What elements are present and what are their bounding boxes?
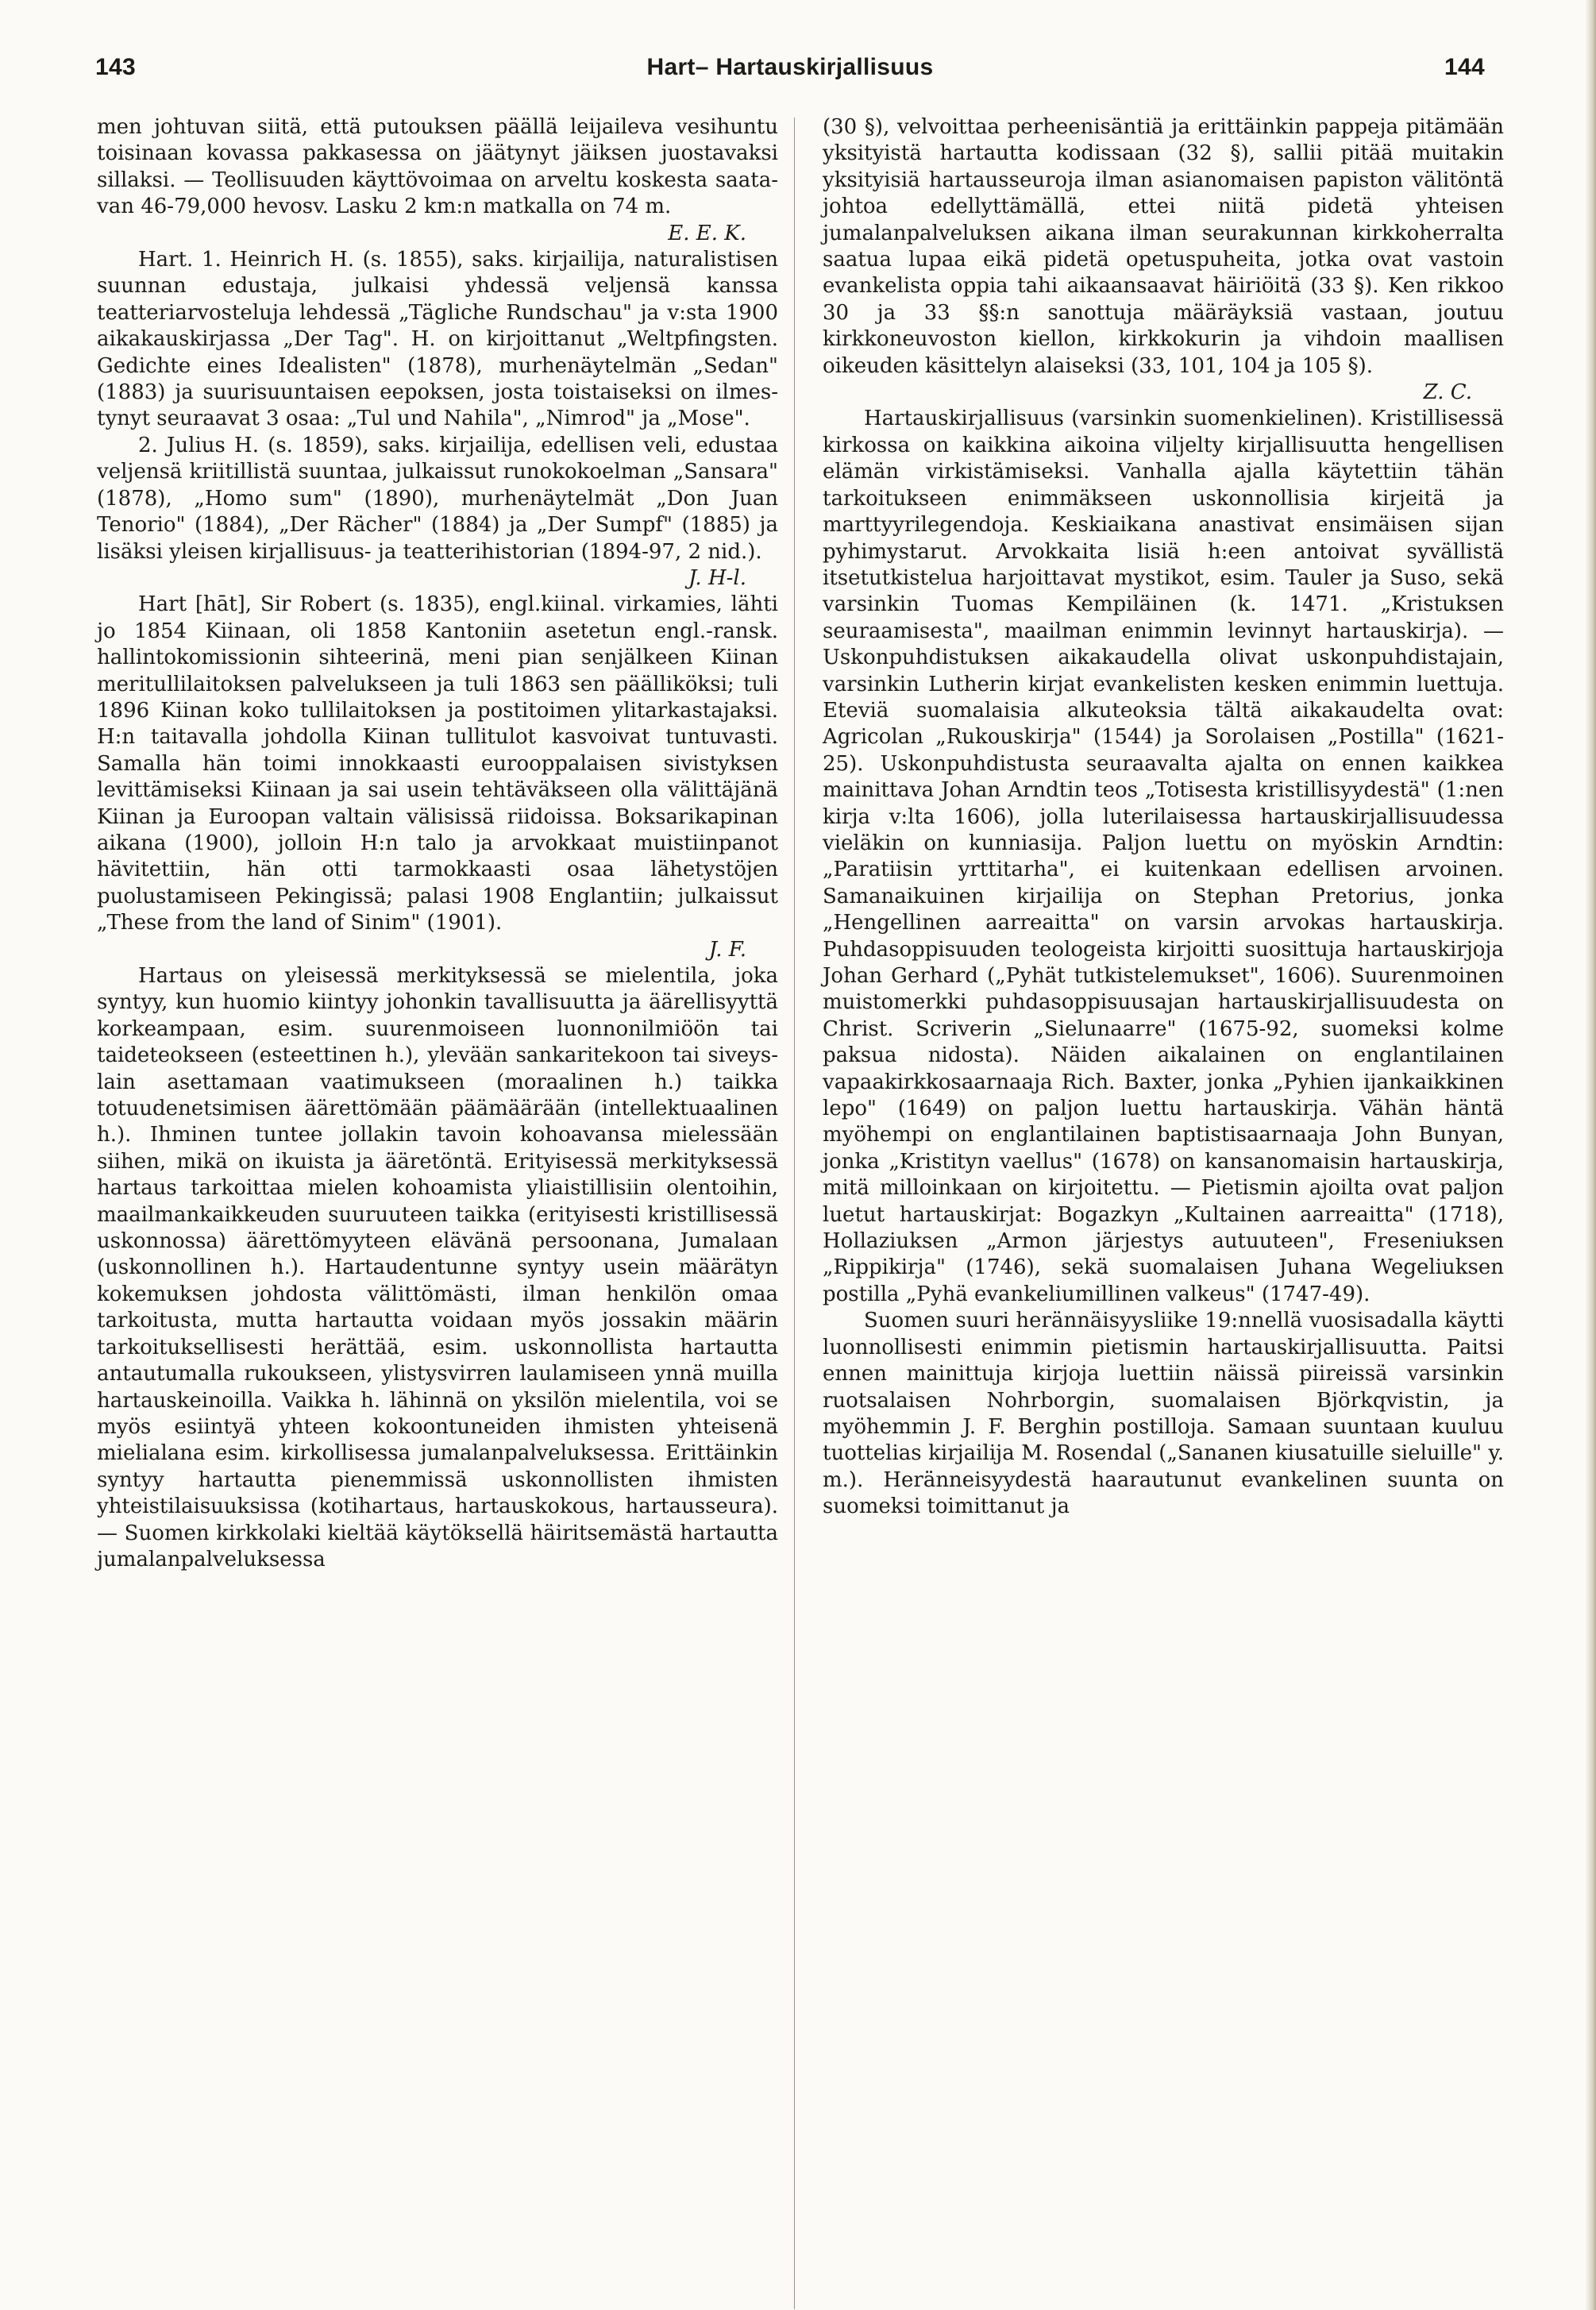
page-number-right: 144 (1444, 54, 1485, 80)
page-header (95, 54, 1485, 92)
signature: Z. C. (1423, 380, 1472, 405)
signature: J. F. (708, 937, 746, 962)
page-edge (1585, 0, 1596, 2310)
left-column (97, 114, 778, 1573)
paragraph: (30 §), velvoittaa perheenisäntiä ja erittäinkin pappeja pitämään yksityistä hartautta kodissaan (32 §), sallii pitää muitakin yksityisiä hartausseuroja ilman asianomaisen papiston välitöntä johtoa edellyttämällä, ettei niitä pidetä yhteisen jumalanpalveluksen aikana ilman seurakunnan kirkkoherralta saatua lupaa eikä pidetä opetuspuheita, jotka ovat vastoin evankelista oppia tahi aikaansaavat häiriöitä (33 §). Ken rikkoo 30 ja 33 §§:n sanottuja määräyksiä vastaan, joutuu kirkkoneuvoston kiellon, kirkkokurin ja vihdoin maallisen oikeuden käsittelyn alaiseksi (33, 101, 104 ja 105 §). (823, 115, 1504, 378)
entry-hartauskirjallisuus: Hartauskirjallisuus (varsinkin suomenkielinen). Kristillisessä kirkossa on kaikkina aikoina viljelty kirjallisuutta hengellisen elämän virkistämiseksi. Vanhalla ajalla käytettiin tähän tarkoitukseen enimmäkseen uskonnollisia kirjeitä ja marttyyrilegendoja. Keskiaikana anastivat ensimäisen sijan pyhimystarut. Arvokkaita lisiä h:een antoivat syvällistä itsetutkistelua harjoittavat mystikot, esim. Tauler ja Suso, sekä varsinkin Tuomas Kempiläinen (k. 1471. „Kristuksen seuraamisesta", maailman enimmin levinnyt hartauskirja). — Uskonpuhdistuksen aikakaudella olivat uskonpuhdistajain, varsinkin Lutherin kirjat evankelisten kesken enimmin luettuja. Eteviä suomalaisia alkuteoksia tältä aikakaudelta ovat: Agricolan „Rukouskirja" (1544) ja Sorolaisen „Postilla" (1621-25). Uskonpuhdistusta seuraavalta ajalta on ennen kaikkea mainittava Johan Arndtin teos „Totisesta kristillisyydestä" (1:nen kirja v:lta 1606), jolla luterilaisessa hartauskirjallisuudessa vieläkin on kunniasija. Paljon luettu on myöskin Arndtin: „Paratiisin yrttitarha", ei kuitenkaan edellisen arvoinen. Samanaikuinen kirjailija on Stephan Pretorius, jonka „Hengellinen aarreaitta" on varsin arvokas hartauskirja. Puhdasoppisuuden teologeista kirjoitti suosittuja hartauskirjoja Johan Gerhard („Pyhät tutkistelemukset", 1606). Suurenmoinen muistomerkki puhdasoppisuusajan hartauskirjallisuudesta on Christ. Scriverin „Sielunaarre" (1675-92, suomeksi kolme paksua nidosta). Näiden aikalainen on englantilainen vapaakirkkosaarnaaja Rich. Baxter, jonka „Pyhien ijankaikkinen lepo" (1649) on paljon luettu hartauskirja. Vähän häntä myöhempi on englantilainen baptistisaarnaaja John Bunyan, jonka „Kristityn vaellus" (1678) on kansanomaisin hartauskirja, mitä milloinkaan on kirjoitettu. — Pietismin ajoilta ovat paljon luetut hartauskirjat: Bogazkyn „Kultainen aarreaitta" (1718), Hollaziuksen „Armon järjestys autuuteen", Freseniuksen „Rippikirja" (1746), sekä suomalaisen Juhana Wegeliuksen postilla „Pyhä evankeliumillinen valkeus" (1747-49). (823, 407, 1504, 1306)
right-column (823, 114, 1504, 1521)
entry-hart-julius: 2. Julius H. (s. 1859), saks. kirjailija, edellisen veli, edustaa veljensä kriitillistä suuntaa, julkaissut runokokoelman „Sansara" (1878), „Homo sum" (1890), murhenäytelmät „Don Juan Tenorio" (1884), „Der Rächer" (1884) ja „Der Sumpf" (1885) ja lisäksi yleisen kirjallisuus- ja teatterihistorian (1894-97, 2 nid.). (97, 433, 778, 564)
entry-hart-heinrich: Hart. 1. Heinrich H. (s. 1855), saks. kirjailija, naturalistisen suunnan edustaja, julkaisi yhdessä veljensä kanssa teatteriarvosteluja lehdessä „Tägliche Rundschau" ja v:sta 1900 aikakauskirjassa „Der Tag". H. on kirjoittanut „Weltpfingsten. Gedichte eines Idealisten" (1878), murhenäytelmän „Sedan" (1883) ja suurisuuntaisen eepoksen, josta toistaiseksi on ilmestynyt seuraavat 3 osaa: „Tul und Nahila", „Nimrod" ja „Mose". (97, 248, 778, 431)
signature: E. E. K. (668, 221, 746, 245)
entry-hartaus: Hartaus on yleisessä merkityksessä se mielentila, joka syntyy, kun huomio kiintyy johonkin tavallisuutta ja äärellisyyttä korkeampaan, esim. suurenmoiseen luonnonilmiöön tai taideteokseen (esteettinen h.), ylevään sankaritekoon tai siveyslain asettamaan vaatimukseen (moraalinen h.) taikka totuudenetsimisen äärettömään päämäärään (intellektuaalinen h.). Ihminen tuntee jollakin tavoin kohoavansa mielessään siihen, mikä on ikuista ja ääretöntä. Erityisessä merkityksessä hartaus tarkoittaa mielen kohoamista yliaistillisiin olentoihin, maailmankaikkeuden suuruuteen taikka (erityisesti kristillisessä uskonnossa) äärettömyyteen elävänä persoonana, Jumalaan (uskonnollinen h.). Hartaudentunne syntyy usein määrätyn kokemuksen johdosta välittömästi, ilman henkilön omaa tarkoitusta, mutta hartautta voidaan myös jossakin määrin tarkoituksellisesti herättää, esim. uskonnollista hartautta antautumalla rukoukseen, ylistysvirren laulamiseen ynnä muilla hartauskeinoilla. Vaikka h. lähinnä on yksilön mielentila, voi se myös esiintyä yhteen kokoontuneiden ihmisten yhteisenä mielialana esim. kirkollisessa jumalanpalveluksessa. Erittäinkin syntyy hartautta pienemmissä uskonnollisten ihmisten yhteistilaisuuksissa (kotihartaus, hartauskokous, hartausseura). — Suomen kirkkolaki kieltää käytöksellä häiritsemästä hartautta jumalanpalveluksessa (97, 964, 778, 1571)
page-number-left: 143 (95, 54, 136, 80)
column-divider (794, 118, 795, 2309)
signature: J. H-l. (688, 565, 746, 590)
paragraph: men johtuvan siitä, että putouksen päällä leijaileva vesihuntu toisinaan kovassa pakkasessa on jäätynyt jäiksen juostavaksi sillaksi. — Teollisuuden käyttövoimaa on arveltu koskesta saatavan 46-79,000 hevosv. Lasku 2 km:n matkalla on 74 m. (97, 115, 778, 219)
entry-hart-robert: Hart [hāt], Sir Robert (s. 1835), engl.kiinal. virkamies, lähti jo 1854 Kiinaan, oli 1858 Kantoniin asetetun engl.-ransk. hallintokomissionin sihteerinä, meni pian senjälkeen Kiinan meritullilaitoksen palvelukseen ja tuli 1863 sen päälliköksi; tuli 1896 Kiinan koko tullilaitoksen ja postitoimen ylitarkastajaksi. H:n taitavalla johdolla Kiinan tullitulot kasvoivat tuntuvasti. Samalla hän toimi innokkaasti eurooppalaisen sivistyksen levittämiseksi Kiinaan ja sai usein tehtäväkseen olla välittäjänä Kiinan ja Euroopan valtain välisissä riidoissa. Boksarikapinan aikana (1900), jolloin H:n talo ja arvokkaat muistiinpanot hävitettiin, hän otti tarmokkaasti osaa lähetystöjen puolustamiseen Pekingissä; palasi 1908 Englantiin; julkaissut „These from the land of Sinim" (1901). (97, 592, 778, 935)
running-title: Hart– Hartauskirjallisuus (646, 54, 934, 80)
paragraph: Suomen suuri herännäisyysliike 19:nnellä vuosisadalla käytti luonnollisesti enimmin pietismin hartauskirjallisuutta. Paitsi ennen mainittuja kirjoja luettiin näissä piireissä varsinkin ruotsalaisen Nohrborgin, suomalaisen Björkqvistin, ja myöhemmin J. F. Berghin postilloja. Samaan suuntaan kuuluu tuottelias kirjailija M. Rosendal („Sananen kiusatuille sieluille" y. m.). Heränneisyydestä haarautunut evankelinen suunta on suomeksi toimittanut ja (823, 1309, 1504, 1519)
